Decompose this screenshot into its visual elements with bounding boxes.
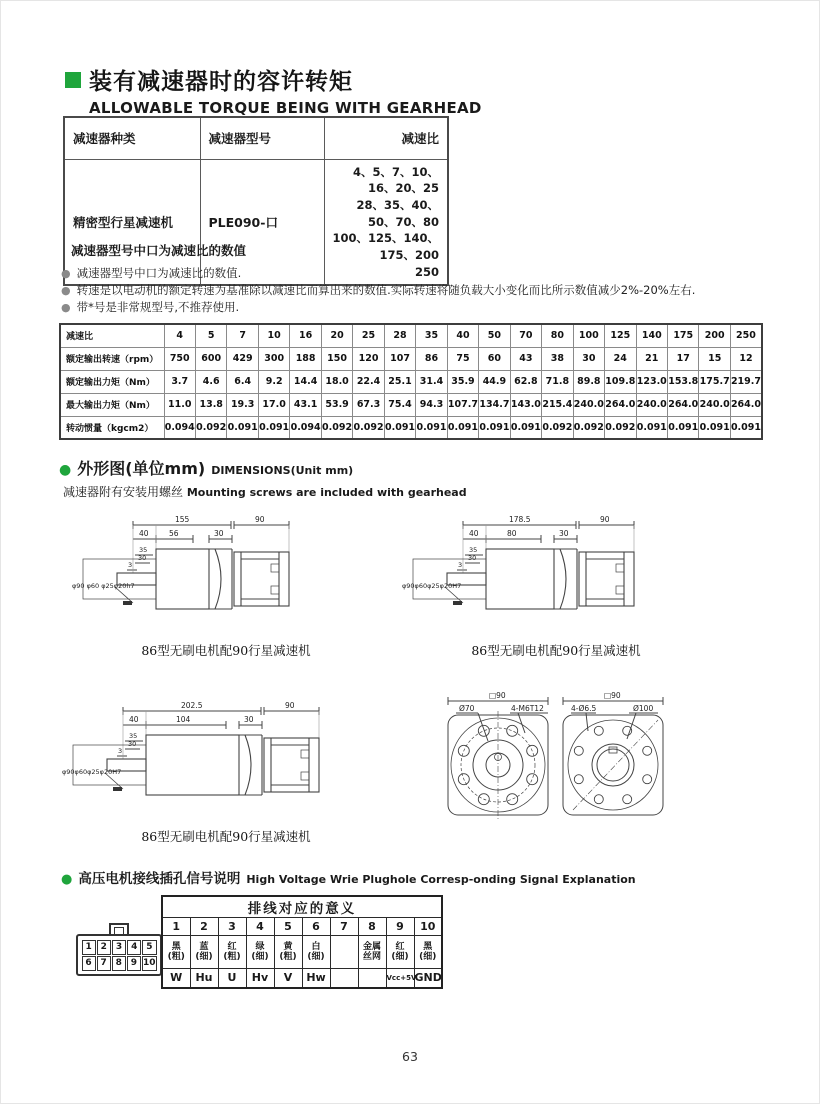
ratio-cell: 175 [668,324,699,347]
speed-cell: 30 [573,347,604,370]
max-torque-cell: 215.4 [542,393,573,416]
dim-s1: 35 [129,732,138,740]
max-torque-cell: 143.0 [510,393,541,416]
rated-torque-cell: 3.7 [164,370,195,393]
connector-pin: 9 [127,956,141,971]
gearhead-model: PLE090-口 [200,159,324,285]
signal-cell: W [162,969,190,988]
inertia-cell: 0.091 [416,416,447,439]
speed-cell: 300 [258,347,289,370]
connector-pin: 7 [97,956,111,971]
signal-heading-en: High Voltage Wrie Plughole Corresp-onding Signal Explanation [246,873,636,886]
max-torque-cell: 67.3 [353,393,384,416]
row-label: 减速比 [60,324,164,347]
max-torque-cell: 17.0 [258,393,289,416]
green-square-icon [65,72,81,88]
connector-plug-icon [76,923,162,976]
speed-cell: 24 [605,347,636,370]
max-torque-cell: 264.0 [605,393,636,416]
speed-cell: 43 [510,347,541,370]
ratio-cell: 28 [384,324,415,347]
ratio-cell: 100 [573,324,604,347]
pin-number-cell: 4 [246,918,274,936]
dimensions-note [63,483,467,500]
rated-torque-cell: 44.9 [479,370,510,393]
notes-list [61,265,781,316]
ratio-cell: 10 [258,324,289,347]
inertia-cell: 0.092 [195,416,226,439]
shaft-diameter-label: φ90 φ60 φ25φ20h7 [72,582,135,590]
connector-pin: 6 [82,956,96,971]
rated-torque-cell: 25.1 [384,370,415,393]
max-torque-cell: 43.1 [290,393,321,416]
dim-s3: 3 [128,561,133,569]
speed-cell: 750 [164,347,195,370]
ratio-cell: 50 [479,324,510,347]
speed-cell: 15 [699,347,730,370]
pin-number-cell: 7 [330,918,358,936]
inertia-cell: 0.092 [573,416,604,439]
rated-torque-cell: 153.8 [668,370,699,393]
table-row-ratio [60,324,762,347]
speed-cell: 429 [227,347,258,370]
drawing-caption: 86型无刷电机配90行星减速机 [141,643,311,658]
page-number: 63 [402,1049,418,1064]
wire-color-cell: 蓝(细) [190,936,218,969]
signal-cell [358,969,386,988]
wire-color-cell: 红(粗) [218,936,246,969]
signal-table [161,895,443,989]
page-subtitle: ALLOWABLE TORQUE BEING WITH GEARHEAD [89,99,482,117]
rated-torque-cell: 14.4 [290,370,321,393]
dim-d1: 40 [139,529,149,538]
col-header-ratio: 减速比 [324,117,448,159]
rated-torque-cell: 31.4 [416,370,447,393]
ratio-cell: 7 [227,324,258,347]
page-title: 装有减速器时的容许转矩 [89,69,353,95]
rated-torque-cell: 35.9 [447,370,478,393]
speed-cell: 188 [290,347,321,370]
torque-table [59,323,763,440]
inertia-cell: 0.091 [668,416,699,439]
rated-torque-cell: 175.7 [699,370,730,393]
wire-color-cell: 红(细) [386,936,414,969]
wire-color-row [162,936,442,969]
pin-number-cell: 6 [302,918,330,936]
note-item [61,282,781,299]
speed-cell: 86 [416,347,447,370]
connector-pin: 8 [112,956,126,971]
wire-color-cell: 金属丝网 [358,936,386,969]
dim-motor: 90 [255,515,265,524]
pin-number-row [162,918,442,936]
ratio-cell: 20 [321,324,352,347]
dim-d3: 30 [214,529,224,538]
inertia-cell: 0.094 [164,416,195,439]
dim-holes: 4-Ø6.5 [571,704,597,713]
speed-cell: 600 [195,347,226,370]
signal-row [162,969,442,988]
rated-torque-cell: 71.8 [542,370,573,393]
inertia-cell: 0.091 [730,416,762,439]
ratio-line: 4、5、7、10、16、20、25 [352,164,439,196]
bullet-icon: ● [61,301,71,314]
dim-total: 178.5 [509,515,531,524]
signal-cell: GND [414,969,442,988]
dimensions-heading-en: DIMENSIONS(Unit mm) [211,464,354,477]
rated-torque-cell: 22.4 [353,370,384,393]
inertia-cell: 0.092 [321,416,352,439]
speed-cell: 75 [447,347,478,370]
gearhead-type: 精密型行星减速机 [64,159,200,285]
signal-cell: Hw [302,969,330,988]
cad-drawing [401,509,711,639]
speed-cell: 21 [636,347,667,370]
signal-cell: Hv [246,969,274,988]
ratio-line: 100、125、140、175、200 [332,231,440,262]
max-torque-cell: 94.3 [416,393,447,416]
pin-number-cell: 10 [414,918,442,936]
dim-s1: 35 [139,546,148,554]
ratio-cell: 35 [416,324,447,347]
speed-cell: 17 [668,347,699,370]
shaft-diameter-label: φ90φ60φ25φ20H7 [402,582,462,590]
green-bullet-icon: ● [59,462,72,478]
dim-outer-circle: Ø100 [633,704,654,713]
inertia-cell: 0.091 [510,416,541,439]
note-item [61,265,781,282]
ratio-cell: 5 [195,324,226,347]
row-label: 最大输出力矩（Nm） [60,393,164,416]
inertia-cell: 0.094 [290,416,321,439]
ratio-cell: 16 [290,324,321,347]
dimensions-note-cn: 减速器附有安装用螺丝 [63,485,184,499]
signal-heading-cn: 高压电机接线插孔信号说明 [78,871,241,887]
dim-d1: 40 [469,529,479,538]
dim-bolts: 4-M6T12 [511,704,544,713]
drawing-side-view-178 [401,509,711,639]
speed-cell: 150 [321,347,352,370]
dim-s1: 35 [469,546,478,554]
wire-color-cell: 绿(细) [246,936,274,969]
note-text: 减速器型号中口为减速比的数值. [76,266,242,280]
dim-motor: 90 [600,515,610,524]
signal-table-title: 排线对应的意义 [162,896,442,918]
col-header-type: 减速器种类 [64,117,200,159]
rated-torque-cell: 89.8 [573,370,604,393]
max-torque-cell: 134.7 [479,393,510,416]
max-torque-cell: 107.7 [447,393,478,416]
ratio-cell: 125 [605,324,636,347]
dim-s2: 30 [468,554,477,562]
table-row-inertia [60,416,762,439]
max-torque-cell: 240.0 [636,393,667,416]
dim-d3: 30 [244,715,254,724]
speed-cell: 12 [730,347,762,370]
dim-d2: 80 [507,529,517,538]
inertia-cell: 0.091 [447,416,478,439]
ratio-line: 28、35、40、50、70、80 [356,197,439,229]
inertia-cell: 0.091 [636,416,667,439]
connector-pin: 3 [112,940,126,955]
max-torque-cell: 264.0 [668,393,699,416]
signal-cell [330,969,358,988]
drawing-front-views [426,687,676,827]
title-block [65,63,482,117]
inertia-cell: 0.092 [605,416,636,439]
cad-drawing [61,693,391,827]
connector-clip [109,923,129,934]
rated-torque-cell: 219.7 [730,370,762,393]
inertia-cell: 0.091 [258,416,289,439]
inertia-cell: 0.091 [227,416,258,439]
note-item [61,299,781,316]
inertia-cell: 0.092 [353,416,384,439]
bullet-icon: ● [61,267,71,280]
row-label: 转动惯量（kgcm2） [60,416,164,439]
ratio-cell: 4 [164,324,195,347]
dim-d1: 40 [129,715,139,724]
inertia-cell: 0.092 [542,416,573,439]
green-bullet-icon: ● [61,872,73,887]
max-torque-cell: 19.3 [227,393,258,416]
dim-total: 202.5 [181,701,203,710]
ratio-cell: 200 [699,324,730,347]
table-row-speed [60,347,762,370]
max-torque-cell: 240.0 [573,393,604,416]
dimensions-note-en: Mounting screws are included with gearhead [186,486,467,499]
dim-d2: 104 [176,715,191,724]
wire-color-cell: 黑(粗) [162,936,190,969]
ratio-cell: 70 [510,324,541,347]
connector-pin: 5 [142,940,156,955]
rated-torque-cell: 109.8 [605,370,636,393]
row-label: 额定输出力矩（Nm） [60,370,164,393]
signal-cell: U [218,969,246,988]
signal-heading [61,867,636,887]
dim-flange: Ø70 [459,704,475,713]
dim-d3: 30 [559,529,569,538]
dim-s3: 3 [458,561,463,569]
rated-torque-cell: 4.6 [195,370,226,393]
signal-cell: Hu [190,969,218,988]
pin-number-cell: 3 [218,918,246,936]
row-label: 额定输出转速（rpm） [60,347,164,370]
dim-total: 155 [175,515,190,524]
cad-drawing [426,687,676,827]
rated-torque-cell: 6.4 [227,370,258,393]
note-text: 转速是以电动机的额定转速为基准除以减速比而算出来的数值.实际转速将随负载大小变化而比所示数值减少2%-20%左右. [76,283,696,297]
max-torque-cell: 13.8 [195,393,226,416]
dim-s3: 3 [118,747,123,755]
note-text: 带*号是非常规型号,不推荐使用. [76,300,240,314]
max-torque-cell: 53.9 [321,393,352,416]
connector-pin: 2 [97,940,111,955]
ratio-cell: 40 [447,324,478,347]
dim-square2: □90 [604,691,621,700]
drawing-caption: 86型无刷电机配90行星减速机 [141,829,311,844]
col-header-model: 减速器型号 [200,117,324,159]
wire-color-cell [330,936,358,969]
max-torque-cell: 264.0 [730,393,762,416]
signal-cell: Vcc+5V [386,969,414,988]
rated-torque-cell: 123.0 [636,370,667,393]
rated-torque-cell: 9.2 [258,370,289,393]
speed-cell: 107 [384,347,415,370]
shaft-diameter-label: φ90φ60φ25φ20H7 [62,768,122,776]
drawing-side-view-202 [61,693,391,827]
pin-number-cell: 1 [162,918,190,936]
gearhead-spec-table [63,116,449,286]
dimensions-heading-cn: 外形图(单位mm) [77,459,206,478]
inertia-cell: 0.091 [699,416,730,439]
ratio-cell: 140 [636,324,667,347]
speed-cell: 120 [353,347,384,370]
drawing-caption: 86型无刷电机配90行星减速机 [471,643,641,658]
wire-color-cell: 黑(细) [414,936,442,969]
bullet-icon: ● [61,284,71,297]
ratio-cell: 25 [353,324,384,347]
pin-number-cell: 5 [274,918,302,936]
drawing-side-view-155 [71,509,381,639]
pin-number-cell: 2 [190,918,218,936]
gearhead-table-caption: 减速器型号中口为减速比的数值 [71,243,247,258]
ratio-cell: 250 [730,324,762,347]
pin-number-cell: 8 [358,918,386,936]
cad-drawing [71,509,381,639]
dimensions-heading [59,456,353,479]
dim-s2: 30 [138,554,147,562]
signal-cell: V [274,969,302,988]
max-torque-cell: 75.4 [384,393,415,416]
inertia-cell: 0.091 [384,416,415,439]
ratio-line: 250 [414,264,439,279]
speed-cell: 38 [542,347,573,370]
rated-torque-cell: 18.0 [321,370,352,393]
dim-square1: □90 [489,691,506,700]
wire-color-cell: 白(细) [302,936,330,969]
max-torque-cell: 240.0 [699,393,730,416]
inertia-cell: 0.091 [479,416,510,439]
pin-number-cell: 9 [386,918,414,936]
table-row-max-torque [60,393,762,416]
max-torque-cell: 11.0 [164,393,195,416]
connector-pin: 4 [127,940,141,955]
dim-motor: 90 [285,701,295,710]
dim-s2: 30 [128,740,137,748]
connector-pin: 10 [142,956,157,971]
ratio-cell: 80 [542,324,573,347]
table-row-rated-torque [60,370,762,393]
connector-pin: 1 [82,940,96,955]
rated-torque-cell: 62.8 [510,370,541,393]
wire-color-cell: 黄(粗) [274,936,302,969]
speed-cell: 60 [479,347,510,370]
dim-d2: 56 [169,529,179,538]
